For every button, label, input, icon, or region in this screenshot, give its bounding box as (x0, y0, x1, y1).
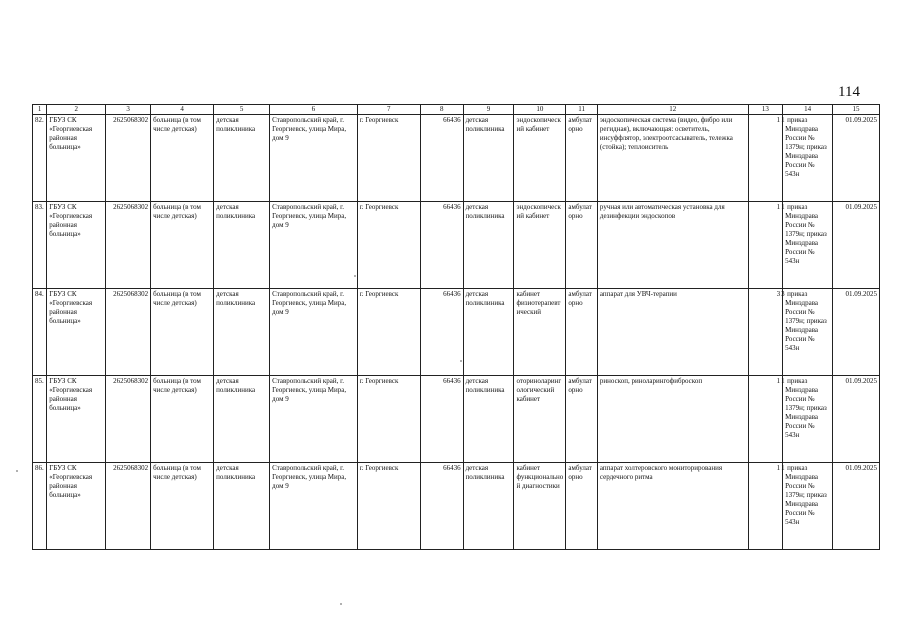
column-number: 15 (833, 105, 880, 115)
table-row (33, 202, 880, 289)
column-number: 14 (783, 105, 833, 115)
department-cell: детская поликлиника (463, 115, 514, 202)
column-number: 13 (748, 105, 783, 115)
city-cell: г. Георгиевск (357, 115, 420, 202)
table-row (33, 289, 880, 376)
equipment-cell: ручная или автоматическая установка для дезинфекции эндоскопов (597, 202, 748, 289)
room-cell: эндоскопический кабинет (514, 202, 566, 289)
table-row (33, 463, 880, 550)
table-row (33, 376, 880, 463)
unit-cell: детская поликлиника (214, 115, 270, 202)
basis-cell (783, 202, 833, 289)
city-cell: г. Георгиевск (357, 289, 420, 376)
facility-type-cell: больница (в том числе детская) (151, 289, 214, 376)
inn-cell: 2625068302 (106, 289, 151, 376)
quantity-actual: 1 (781, 464, 785, 472)
address-cell: Ставропольский край, г. Георгиевск, улица Мира, дом 9 (270, 115, 358, 202)
department-cell: детская поликлиника (463, 202, 514, 289)
column-number: 4 (151, 105, 214, 115)
basis-text: приказ Минздрава России № 1379н; приказ Минздрава России № 543н (785, 464, 827, 526)
quantity-required-cell: 1 (748, 202, 783, 289)
column-number: 9 (463, 105, 514, 115)
basis-cell (783, 463, 833, 550)
row-number: 82. (33, 115, 47, 202)
unit-cell: детская поликлиника (214, 463, 270, 550)
quantity-actual: 1 (781, 116, 785, 124)
facility-type-cell: больница (в том числе детская) (151, 463, 214, 550)
basis-text: приказ Минздрава России № 1379н; приказ Минздрава России № 543н (785, 116, 827, 178)
unit-cell: детская поликлиника (214, 202, 270, 289)
facility-type-cell: больница (в том числе детская) (151, 115, 214, 202)
column-number: 11 (566, 105, 598, 115)
quantity-required-cell: 1 (748, 463, 783, 550)
address-cell: Ставропольский край, г. Георгиевск, улица Мира, дом 9 (270, 463, 358, 550)
basis-cell (783, 115, 833, 202)
equipment-cell: риноскоп, риноларингофиброскоп (597, 376, 748, 463)
room-cell: эндоскопический кабинет (514, 115, 566, 202)
column-number: 6 (270, 105, 358, 115)
column-number: 8 (420, 105, 463, 115)
table-row (33, 115, 880, 202)
scan-speck (354, 275, 356, 277)
basis-cell (783, 376, 833, 463)
row-number: 83. (33, 202, 47, 289)
date-cell: 01.09.2025 (833, 289, 880, 376)
organization-cell: ГБУЗ СК «Георгиевская районная больница» (47, 376, 106, 463)
column-number: 7 (357, 105, 420, 115)
column-number: 12 (597, 105, 748, 115)
quantity-actual: 3 (781, 290, 785, 298)
room-cell: оториноларингологический кабинет (514, 376, 566, 463)
inn-cell: 2625068302 (106, 202, 151, 289)
facility-type-cell: больница (в том числе детская) (151, 202, 214, 289)
column-number: 5 (214, 105, 270, 115)
inn-cell: 2625068302 (106, 115, 151, 202)
row-number: 84. (33, 289, 47, 376)
date-cell: 01.09.2025 (833, 115, 880, 202)
department-cell: детская поликлиника (463, 289, 514, 376)
organization-cell: ГБУЗ СК «Георгиевская районная больница» (47, 115, 106, 202)
city-cell: г. Георгиевск (357, 202, 420, 289)
quantity-actual: 1 (781, 377, 785, 385)
quantity-required-cell: 1 (748, 376, 783, 463)
column-number: 1 (33, 105, 47, 115)
code-cell: 66436 (420, 376, 463, 463)
facility-type-cell: больница (в том числе детская) (151, 376, 214, 463)
date-cell: 01.09.2025 (833, 376, 880, 463)
column-number: 3 (106, 105, 151, 115)
quantity-actual: 1 (781, 203, 785, 211)
basis-cell (783, 289, 833, 376)
row-number: 85. (33, 376, 47, 463)
city-cell: г. Георгиевск (357, 463, 420, 550)
organization-cell: ГБУЗ СК «Георгиевская районная больница» (47, 463, 106, 550)
mode-cell: амбулаторно (566, 289, 598, 376)
header-row (33, 105, 880, 115)
date-cell: 01.09.2025 (833, 202, 880, 289)
basis-text: приказ Минздрава России № 1379н; приказ Минздрава России № 543н (785, 203, 827, 265)
mode-cell: амбулаторно (566, 115, 598, 202)
date-cell: 01.09.2025 (833, 463, 880, 550)
scan-speck (340, 603, 342, 605)
row-number: 86. (33, 463, 47, 550)
mode-cell: амбулаторно (566, 376, 598, 463)
basis-text: приказ Минздрава России № 1379н; приказ Минздрава России № 543н (785, 290, 827, 352)
column-number: 10 (514, 105, 566, 115)
code-cell: 66436 (420, 202, 463, 289)
code-cell: 66436 (420, 463, 463, 550)
city-cell: г. Георгиевск (357, 376, 420, 463)
address-cell: Ставропольский край, г. Георгиевск, улица Мира, дом 9 (270, 376, 358, 463)
mode-cell: амбулаторно (566, 463, 598, 550)
room-cell: кабинет функциональной диагностики (514, 463, 566, 550)
equipment-cell: аппарат холтеровского мониторирования сердечного ритма (597, 463, 748, 550)
address-cell: Ставропольский край, г. Георгиевск, улица Мира, дом 9 (270, 289, 358, 376)
quantity-required-cell: 3 (748, 289, 783, 376)
inn-cell: 2625068302 (106, 376, 151, 463)
column-number: 2 (47, 105, 106, 115)
unit-cell: детская поликлиника (214, 289, 270, 376)
code-cell: 66436 (420, 115, 463, 202)
inn-cell: 2625068302 (106, 463, 151, 550)
code-cell: 66436 (420, 289, 463, 376)
unit-cell: детская поликлиника (214, 376, 270, 463)
organization-cell: ГБУЗ СК «Георгиевская районная больница» (47, 289, 106, 376)
department-cell: детская поликлиника (463, 376, 514, 463)
mode-cell: амбулаторно (566, 202, 598, 289)
equipment-cell: эндоскопическая система (видео, фибро или регидная), включающая: осветитель, инсуффлятор, электроотсасыватель, тележка (стойка); теплоиситель (597, 115, 748, 202)
room-cell: кабинет физиотерапевтический (514, 289, 566, 376)
basis-text: приказ Минздрава России № 1379н; приказ Минздрава России № 543н (785, 377, 827, 439)
page-number: 114 (838, 84, 860, 100)
department-cell: детская поликлиника (463, 463, 514, 550)
equipment-table (32, 104, 880, 550)
scan-speck (16, 470, 18, 472)
equipment-cell: аппарат для УВЧ-терапии (597, 289, 748, 376)
scan-speck (460, 360, 462, 362)
organization-cell: ГБУЗ СК «Георгиевская районная больница» (47, 202, 106, 289)
address-cell: Ставропольский край, г. Георгиевск, улица Мира, дом 9 (270, 202, 358, 289)
quantity-required-cell: 1 (748, 115, 783, 202)
